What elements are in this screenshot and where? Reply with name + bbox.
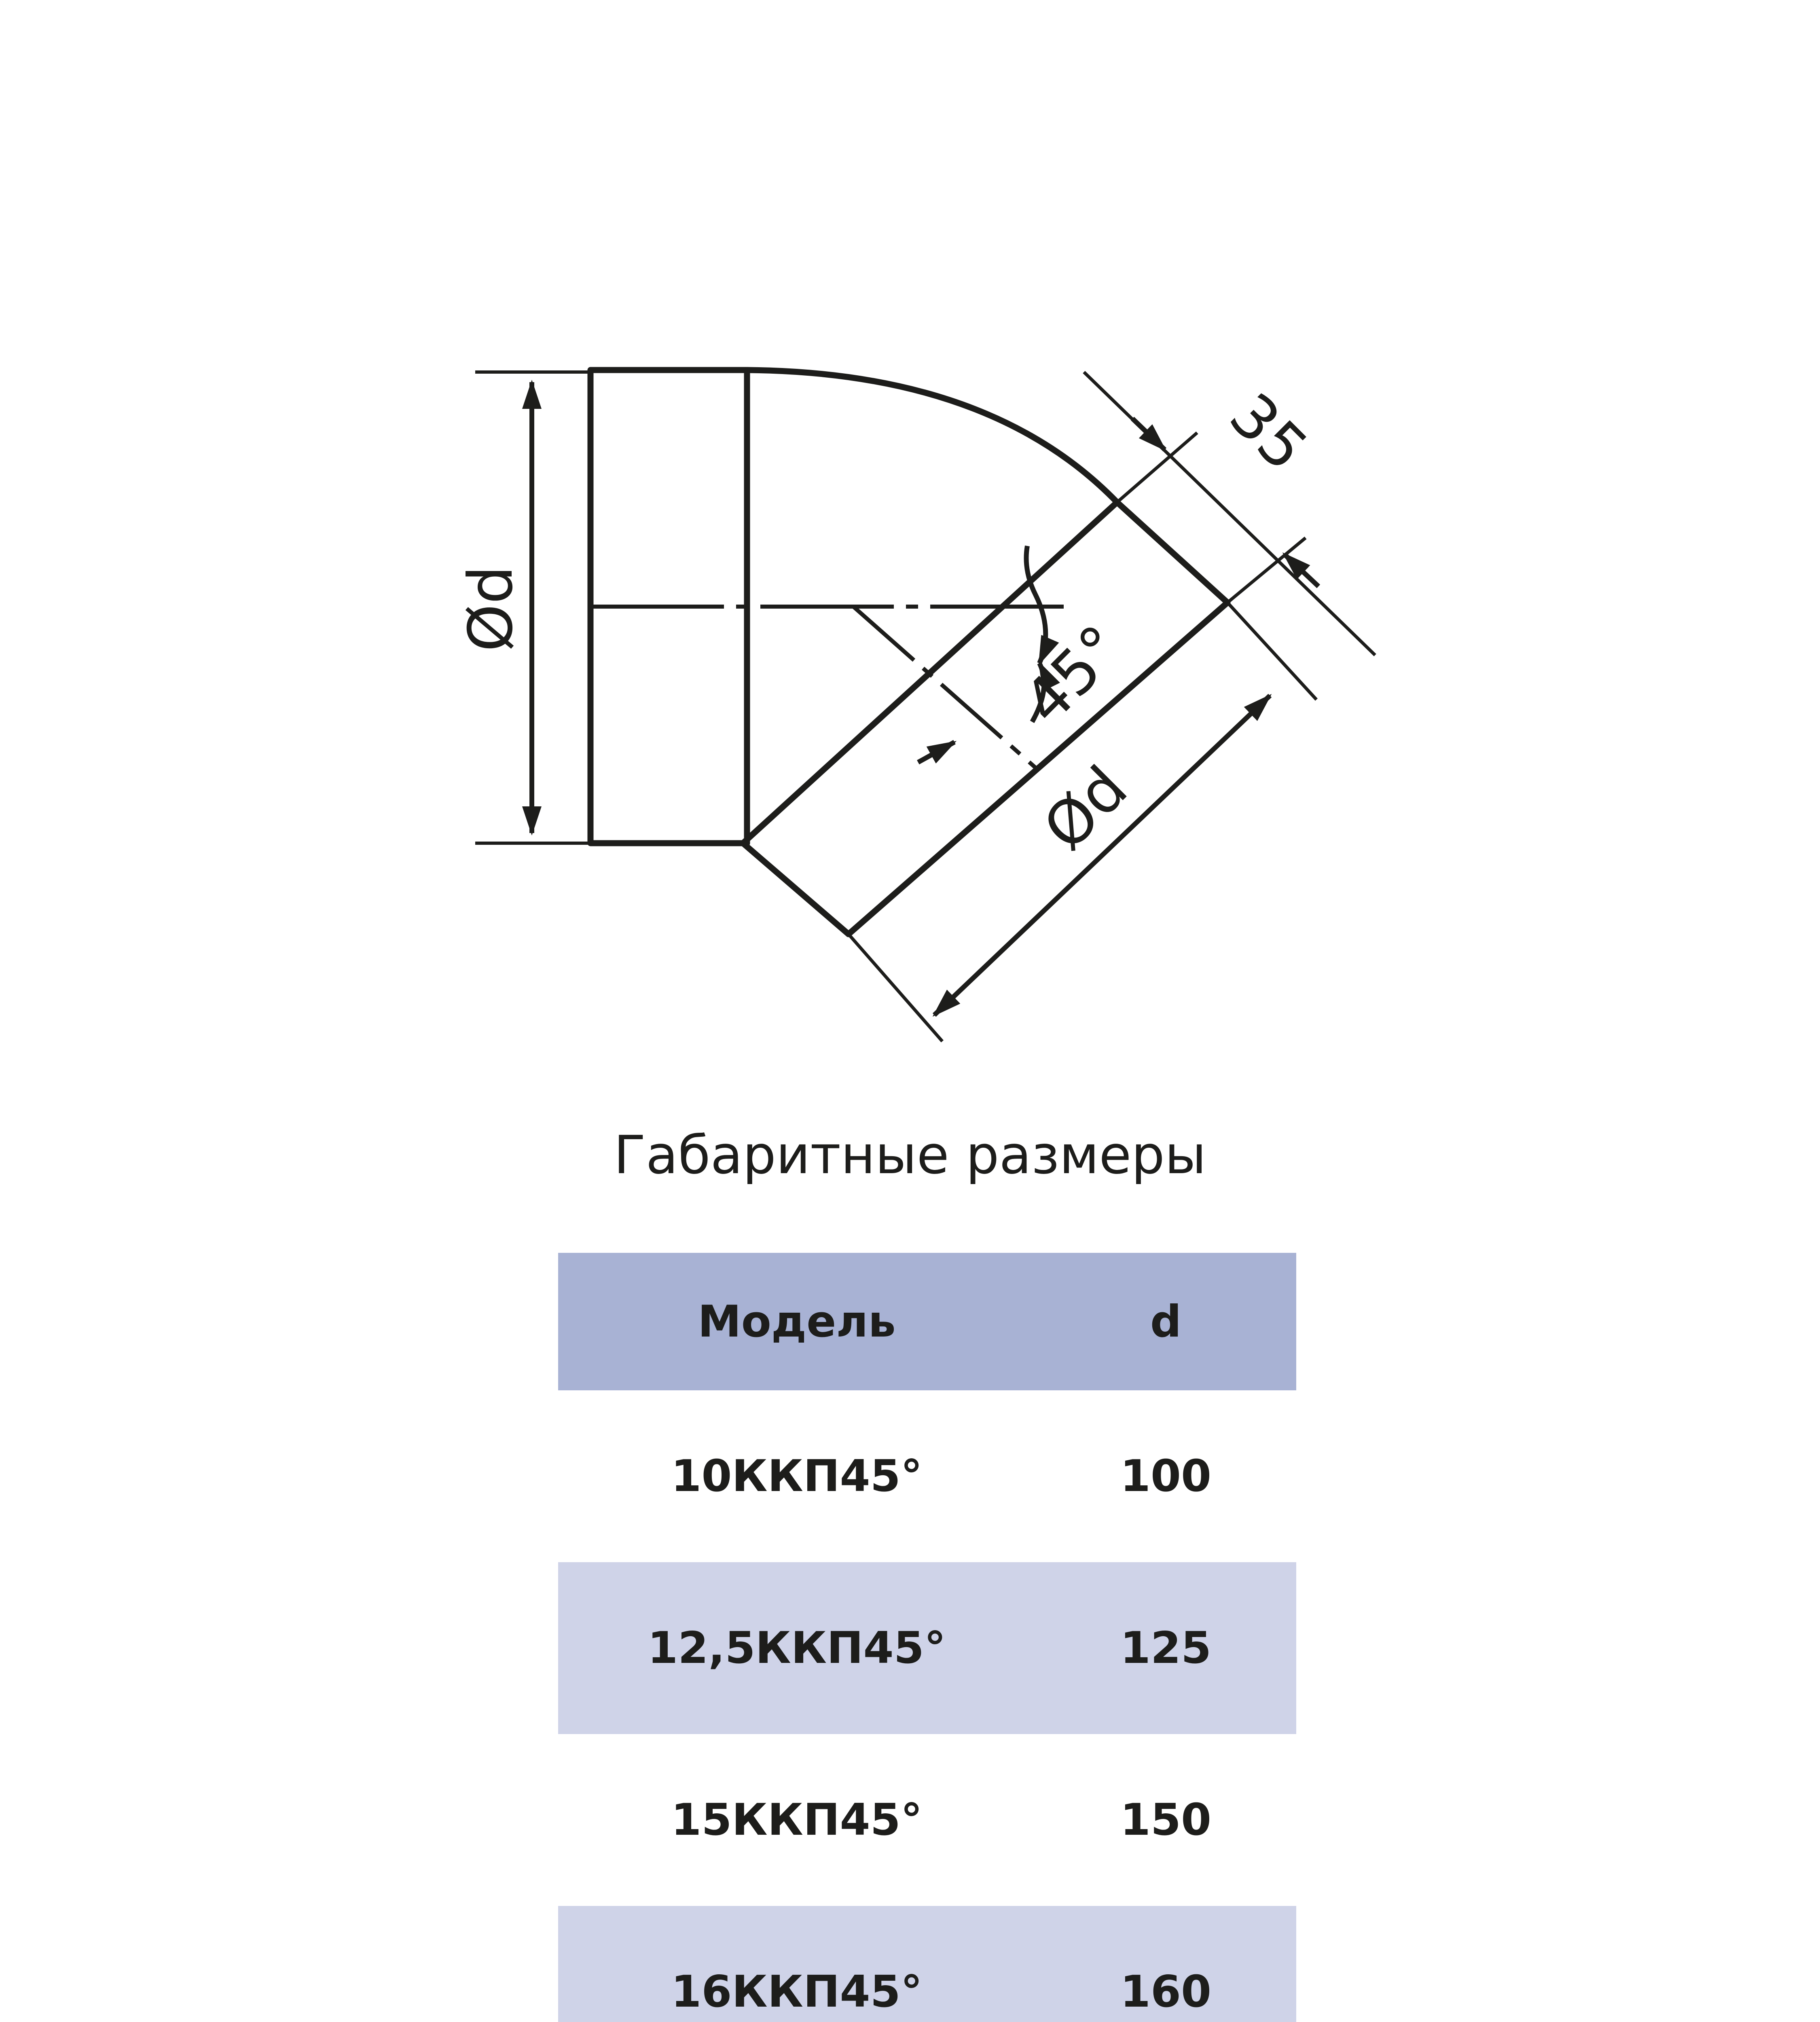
- table-row: [558, 1734, 1296, 1906]
- cell-d: 100: [1120, 1451, 1212, 1502]
- cell-d: 160: [1120, 1967, 1212, 2017]
- header-d: d: [1150, 1296, 1182, 1347]
- table-row: [558, 1562, 1296, 1734]
- section-heading: Габаритные размеры: [614, 1124, 1206, 1186]
- angle-label: 45°: [1010, 612, 1136, 738]
- cell-model: 15ККП45°: [671, 1795, 923, 1845]
- outlet-axis: [853, 607, 1035, 768]
- cell-model: 16ККП45°: [671, 1967, 923, 2017]
- outlet-sleeve: [743, 502, 1227, 934]
- cell-d: 125: [1120, 1623, 1212, 1673]
- outer-bend-edge: [747, 370, 1117, 502]
- center-lines: [590, 607, 1076, 768]
- cell-model: 12,5ККП45°: [648, 1623, 946, 1673]
- angle-dimension: [918, 546, 1045, 762]
- table-header-row: [558, 1253, 1296, 1390]
- dimensions-table: [558, 1253, 1296, 2022]
- cell-model: 10ККП45°: [671, 1451, 923, 1502]
- table-row: [558, 1906, 1296, 2022]
- table-row: [558, 1390, 1296, 1562]
- offset-label: 35: [1216, 380, 1321, 484]
- inlet-diameter-label: Ød: [456, 565, 526, 652]
- elbow-outline: [590, 370, 1227, 934]
- cell-d: 150: [1120, 1795, 1212, 1845]
- outlet-diameter-label: Ød: [1030, 753, 1141, 864]
- header-model: Модель: [698, 1296, 896, 1347]
